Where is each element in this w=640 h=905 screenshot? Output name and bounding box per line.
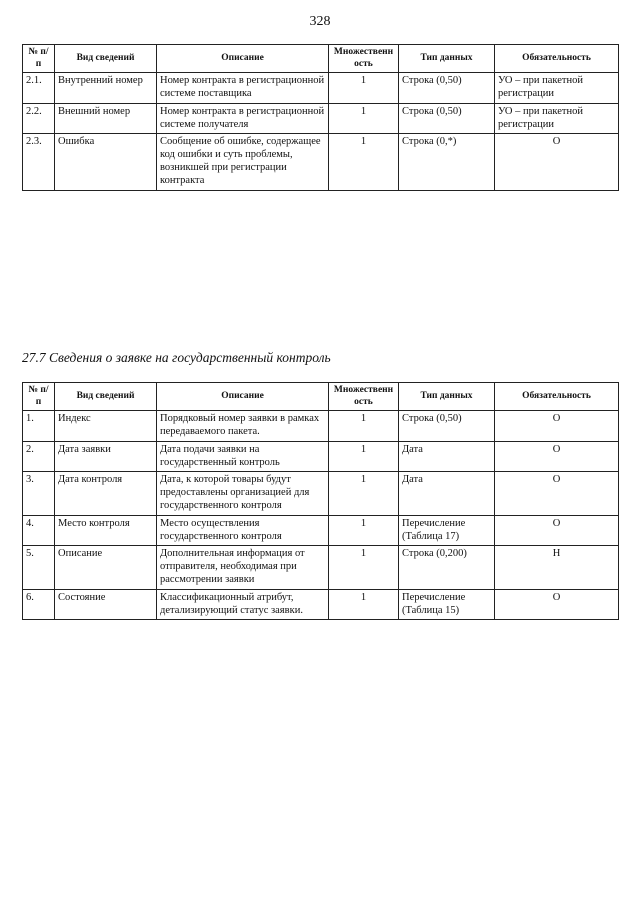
column-header-mandatory: Обязательность bbox=[495, 45, 619, 73]
row-description: Классификационный атрибут, детализирующий статус заявки. bbox=[157, 589, 329, 620]
row-kind: Дата контроля bbox=[55, 472, 157, 515]
row-mandatory: О bbox=[495, 515, 619, 546]
row-kind: Место контроля bbox=[55, 515, 157, 546]
row-multiplicity: 1 bbox=[329, 589, 399, 620]
column-header-description: Описание bbox=[157, 45, 329, 73]
table-row bbox=[23, 472, 619, 515]
column-header-kind: Вид сведений bbox=[55, 383, 157, 411]
table-row bbox=[23, 441, 619, 472]
row-num: 2.2. bbox=[23, 103, 55, 134]
row-multiplicity: 1 bbox=[329, 515, 399, 546]
previous-section-table bbox=[22, 44, 619, 191]
row-description: Номер контракта в регистрационной системе поставщика bbox=[157, 73, 329, 104]
row-data-type: Строка (0,200) bbox=[399, 546, 495, 589]
row-description: Дата подачи заявки на государственный контроль bbox=[157, 441, 329, 472]
table-row bbox=[23, 515, 619, 546]
row-mandatory: Н bbox=[495, 546, 619, 589]
column-header-multiplicity: Множественность bbox=[329, 383, 399, 411]
column-header-description: Описание bbox=[157, 383, 329, 411]
table-header-row bbox=[23, 383, 619, 411]
row-description: Место осуществления государственного контроля bbox=[157, 515, 329, 546]
row-multiplicity: 1 bbox=[329, 441, 399, 472]
section-title: 27.7 Сведения о заявке на государственный контроль bbox=[22, 350, 331, 365]
row-kind: Состояние bbox=[55, 589, 157, 620]
row-data-type: Перечисление (Таблица 17) bbox=[399, 515, 495, 546]
row-kind: Дата заявки bbox=[55, 441, 157, 472]
table-header-row bbox=[23, 45, 619, 73]
row-num: 3. bbox=[23, 472, 55, 515]
row-num: 6. bbox=[23, 589, 55, 620]
row-data-type: Дата bbox=[399, 441, 495, 472]
row-mandatory: О bbox=[495, 134, 619, 190]
row-multiplicity: 1 bbox=[329, 472, 399, 515]
row-multiplicity: 1 bbox=[329, 103, 399, 134]
row-kind: Описание bbox=[55, 546, 157, 589]
row-kind: Ошибка bbox=[55, 134, 157, 190]
row-kind: Внешний номер bbox=[55, 103, 157, 134]
column-header-num: № п/п bbox=[23, 383, 55, 411]
row-description: Номер контракта в регистрационной системе получателя bbox=[157, 103, 329, 134]
row-num: 4. bbox=[23, 515, 55, 546]
control-request-table bbox=[22, 382, 619, 620]
row-data-type: Строка (0,*) bbox=[399, 134, 495, 190]
column-header-mandatory: Обязательность bbox=[495, 383, 619, 411]
row-mandatory: О bbox=[495, 411, 619, 442]
row-multiplicity: 1 bbox=[329, 546, 399, 589]
row-mandatory: УО – при пакетной регистрации bbox=[495, 103, 619, 134]
row-multiplicity: 1 bbox=[329, 411, 399, 442]
row-description: Сообщение об ошибке, содержащее код ошибки и суть проблемы, возникшей при регистрации контракта bbox=[157, 134, 329, 190]
page-number: 328 bbox=[309, 14, 331, 29]
row-num: 2.3. bbox=[23, 134, 55, 190]
table-row bbox=[23, 134, 619, 190]
table-row bbox=[23, 103, 619, 134]
table-row bbox=[23, 411, 619, 442]
row-mandatory: О bbox=[495, 589, 619, 620]
row-data-type: Дата bbox=[399, 472, 495, 515]
table-row bbox=[23, 546, 619, 589]
row-num: 2.1. bbox=[23, 73, 55, 104]
row-mandatory: УО – при пакетной регистрации bbox=[495, 73, 619, 104]
row-description: Дата, к которой товары будут предоставлены организацией для государственного контроля bbox=[157, 472, 329, 515]
row-data-type: Строка (0,50) bbox=[399, 73, 495, 104]
column-header-data-type: Тип данных bbox=[399, 383, 495, 411]
row-data-type: Перечисление (Таблица 15) bbox=[399, 589, 495, 620]
row-num: 2. bbox=[23, 441, 55, 472]
column-header-kind: Вид сведений bbox=[55, 45, 157, 73]
row-multiplicity: 1 bbox=[329, 134, 399, 190]
table-row bbox=[23, 589, 619, 620]
table-row bbox=[23, 73, 619, 104]
row-multiplicity: 1 bbox=[329, 73, 399, 104]
row-mandatory: О bbox=[495, 441, 619, 472]
row-description: Дополнительная информация от отправителя, необходимая при рассмотрении заявки bbox=[157, 546, 329, 589]
row-num: 1. bbox=[23, 411, 55, 442]
row-data-type: Строка (0,50) bbox=[399, 411, 495, 442]
column-header-multiplicity: Множественность bbox=[329, 45, 399, 73]
column-header-num: № п/п bbox=[23, 45, 55, 73]
row-mandatory: О bbox=[495, 472, 619, 515]
column-header-data-type: Тип данных bbox=[399, 45, 495, 73]
row-kind: Индекс bbox=[55, 411, 157, 442]
row-data-type: Строка (0,50) bbox=[399, 103, 495, 134]
row-num: 5. bbox=[23, 546, 55, 589]
row-kind: Внутренний номер bbox=[55, 73, 157, 104]
row-description: Порядковый номер заявки в рамках передаваемого пакета. bbox=[157, 411, 329, 442]
